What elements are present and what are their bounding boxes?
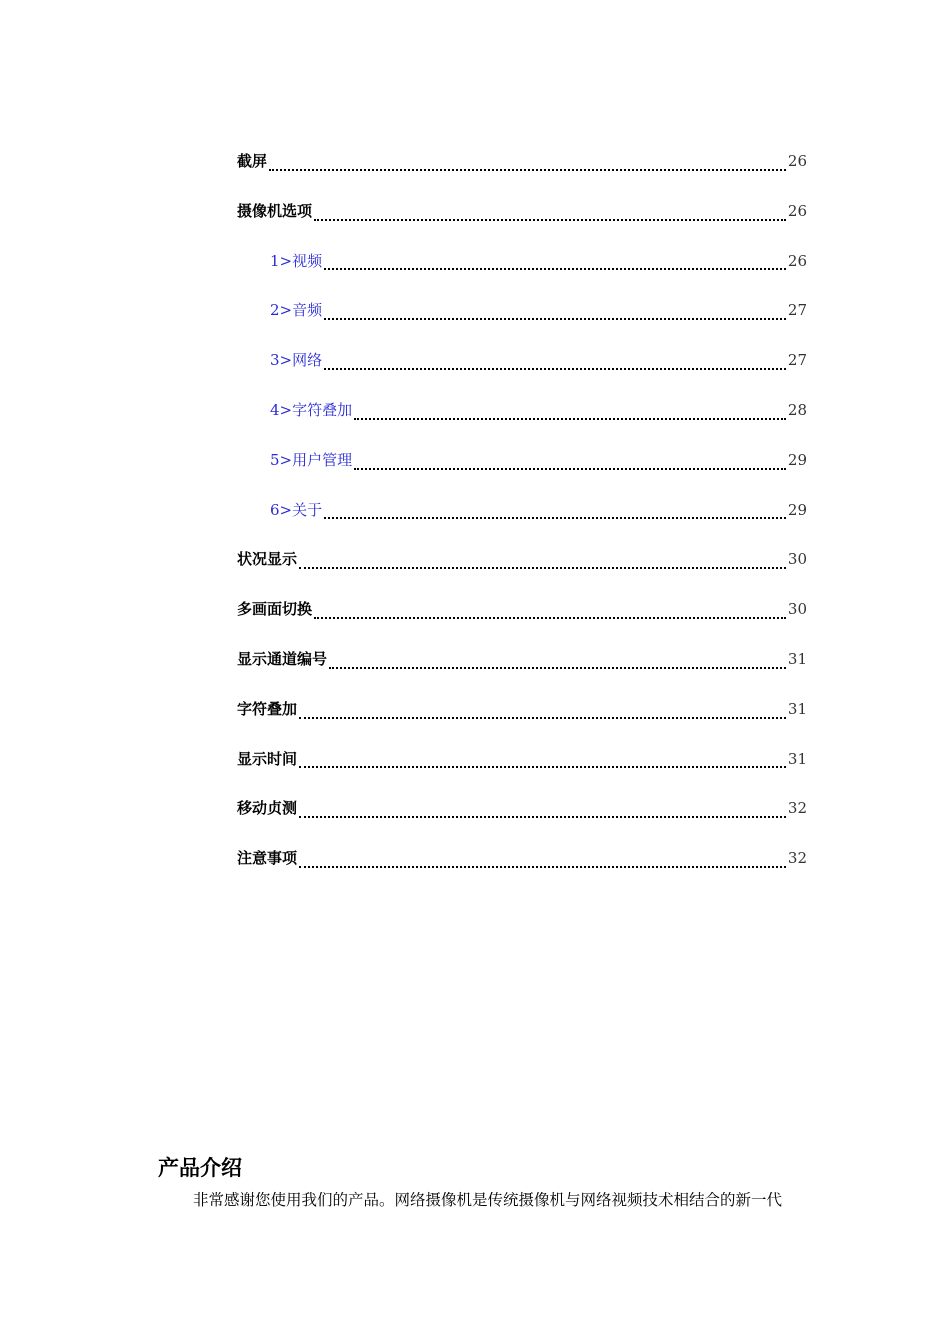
toc-entry-page-number: 27 [787,301,807,320]
toc-entry[interactable] [237,797,807,847]
toc-dot-leader [324,368,786,370]
toc-entry-title: 显示时间 [237,749,298,768]
toc-entry[interactable] [237,698,807,748]
toc-entry[interactable] [237,299,807,349]
toc-entry[interactable] [237,648,807,698]
toc-entry-page-number: 30 [787,550,807,569]
toc-dot-leader [314,219,786,221]
toc-entry-title: 显示通道编号 [237,649,328,668]
toc-entry-page-number: 31 [787,749,807,768]
toc-entry-title: 4>字符叠加 [270,400,353,419]
toc-entry[interactable] [237,349,807,399]
toc-entry[interactable] [237,150,807,200]
toc-entry-page-number: 30 [787,600,807,619]
toc-entry-page-number: 29 [787,500,807,519]
toc-entry-page-number: 28 [787,400,807,419]
toc-dot-leader [299,816,786,818]
toc-entry-title: 移动贞测 [237,799,298,818]
toc-dot-leader [354,468,786,470]
toc-entry-page-number: 32 [787,849,807,868]
toc-entry-page-number: 31 [787,699,807,718]
toc-entry-page-number: 29 [787,450,807,469]
toc-entry[interactable] [237,598,807,648]
toc-dot-leader [324,318,786,320]
toc-dot-leader [324,517,786,519]
intro-paragraph: 非常感谢您使用我们的产品。网络摄像机是传统摄像机与网络视频技术相结合的新一代 [193,1191,783,1209]
toc-dot-leader [269,169,786,171]
toc-entry-title: 5>用户管理 [270,450,353,469]
toc-entry-page-number: 26 [787,152,807,170]
toc-entry-title: 2>音频 [270,301,323,320]
toc-entry[interactable] [237,449,807,499]
toc-entry[interactable] [237,399,807,449]
toc-entry-title: 字符叠加 [237,699,298,718]
table-of-contents [237,150,807,897]
toc-entry-page-number: 31 [787,649,807,668]
toc-dot-leader [354,418,786,420]
section-heading: 产品介绍 [158,1156,242,1180]
toc-entry-page-number: 26 [787,251,807,270]
toc-entry[interactable] [237,250,807,300]
toc-entry-title: 截屏 [237,152,268,170]
toc-entry-title: 1>视频 [270,251,323,270]
toc-entry[interactable] [237,200,807,250]
toc-entry[interactable] [237,748,807,798]
toc-dot-leader [299,717,786,719]
toc-entry-page-number: 27 [787,351,807,370]
toc-dot-leader [329,667,786,669]
toc-dot-leader [299,866,786,868]
toc-dot-leader [324,268,786,270]
toc-entry[interactable] [237,847,807,897]
toc-entry-title: 注意事项 [237,849,298,868]
toc-entry-title: 3>网络 [270,351,323,370]
toc-entry-title: 摄像机选项 [237,201,313,220]
toc-dot-leader [299,766,786,768]
toc-entry-page-number: 26 [787,201,807,220]
toc-entry-title: 多画面切换 [237,600,313,619]
toc-entry[interactable] [237,499,807,549]
toc-entry-page-number: 32 [787,799,807,818]
toc-dot-leader [314,617,786,619]
toc-entry-title: 6>关于 [270,500,323,519]
toc-dot-leader [299,567,786,569]
toc-entry-title: 状况显示 [237,550,298,569]
toc-entry[interactable] [237,548,807,598]
